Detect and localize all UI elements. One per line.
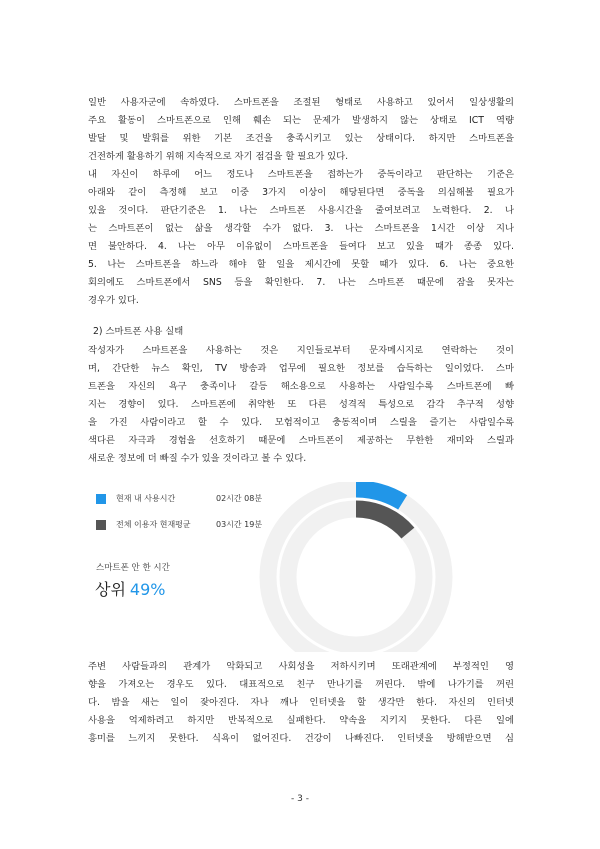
text-line: 내 자신이 하루에 어느 정도나 스마트폰을 접하는가 중독이라고 판단하는 기준은 bbox=[88, 169, 514, 180]
text-line: 아래와 같이 측정해 보고 이중 3가지 이상이 해당된다면 중독을 의심해볼 필요가 bbox=[88, 187, 514, 198]
paragraph-relationships bbox=[88, 658, 514, 748]
text-line: 흥미를 느끼지 못한다. 식욕이 없어진다. 건강이 나빠진다. 인터넷을 방해받으면 심 bbox=[88, 733, 514, 744]
ring-arc-my-usage bbox=[356, 489, 403, 502]
paragraph-intro bbox=[88, 94, 514, 166]
legend-item-my-usage bbox=[96, 493, 175, 504]
text-line: 회의에도 스마트폰에서 SNS 등을 확인한다. 7. 나는 스마트폰 때문에 잠을 못자는 bbox=[88, 277, 514, 288]
legend-value: 03시간 19분 bbox=[216, 520, 263, 529]
text-line: 트폰을 자신의 욕구 충족이나 갈등 해소용으로 사용하는 사람일수록 스마트폰에 빠 bbox=[88, 381, 514, 392]
text-line: 는 스마트폰이 없는 삶을 생각할 수가 없다. 3. 나는 스마트폰을 1시간 이상 지나 bbox=[88, 223, 514, 234]
legend-item-average bbox=[96, 519, 191, 530]
legend-label: 현재 내 사용시간 bbox=[116, 494, 176, 503]
text-line: 5. 나는 스마트폰을 하느라 해야 할 일을 제시간에 못할 때가 있다. 6. 나는 중요한 bbox=[88, 259, 514, 270]
text-line: 향을 가져오는 경우도 있다. 대표적으로 친구 만나기를 꺼린다. 밖에 나가기를 꺼린 bbox=[88, 679, 514, 690]
text-line: 다. 밤을 새는 일이 잦아진다. 자나 깨나 인터넷을 할 생각만 한다. 자신의 인터넷 bbox=[88, 697, 514, 708]
legend-label: 전체 이용자 현재평균 bbox=[116, 520, 191, 529]
text-line: 새로운 정보에 더 빠질 수가 있을 것이라고 볼 수 있다. bbox=[88, 453, 307, 464]
text-line: 주요 활동이 스마트폰으로 인해 훼손 되는 문제가 발생하지 않는 상태로 ICT 역량 bbox=[88, 115, 514, 126]
text-line: 사용을 억제하려고 하지만 반복적으로 실패한다. 약속을 지키지 못한다. 다른 일에 bbox=[88, 715, 514, 726]
text-line: 며, 간단한 뉴스 확인, TV 방송과 업무에 필요한 정보를 습득하는 일이었다. 스마 bbox=[88, 363, 514, 374]
rank-text bbox=[95, 577, 165, 600]
section-heading: 2) 스마트폰 사용 실태 bbox=[93, 326, 184, 337]
text-line: 경우가 있다. bbox=[88, 295, 139, 306]
ring-arc-average bbox=[356, 509, 408, 533]
text-line: 발달 및 발휘를 위한 기본 조건을 충족시키고 있는 상태이다. 하지만 스마트폰을 bbox=[88, 133, 514, 144]
text-line: 주변 사람들과의 관계가 악화되고 사회성을 저하시키며 또래관계에 부정적인 영 bbox=[88, 661, 514, 672]
text-line: 건전하게 활용하기 위해 지속적으로 자기 점검을 할 필요가 있다. bbox=[88, 151, 349, 162]
usage-ring-chart bbox=[216, 482, 476, 652]
legend-swatch-blue bbox=[96, 494, 106, 504]
no-phone-time-label: 스마트폰 안 한 시간 bbox=[96, 563, 170, 573]
text-line: 면 불안하다. 4. 나는 아무 이유없이 스마트폰을 들여다 보고 있을 때가 종종 있다. bbox=[88, 241, 514, 252]
page-number: - 3 - bbox=[291, 794, 309, 804]
legend-value: 02시간 08분 bbox=[216, 494, 263, 503]
text-line: 색다른 자극과 경험을 선호하기 때문에 스마트폰이 제공하는 무한한 재미와 스릴과 bbox=[88, 435, 514, 446]
text-line: 작성자가 스마트폰을 사용하는 것은 지인들로부터 문자메시지로 연락하는 것이 bbox=[88, 345, 514, 356]
legend-swatch-gray bbox=[96, 520, 106, 530]
rank-label: 상위 bbox=[95, 580, 126, 599]
paragraph-criteria bbox=[88, 166, 514, 310]
text-line: 있을 것이다. 판단기준은 1. 나는 스마트폰 사용시간을 줄여보려고 노력한다. 2. 나 bbox=[88, 205, 514, 216]
text-line: 을 가진 사람이라고 할 수 있다. 모험적이고 충동적이며 스릴을 즐기는 사람일수록 bbox=[88, 417, 514, 428]
usage-figure bbox=[88, 482, 518, 652]
text-line: 지는 경향이 있다. 스마트폰에 취약한 또 다른 성격적 특성으로 감각 추구적 성향 bbox=[88, 399, 514, 410]
text-line: 일반 사용자군에 속하였다. 스마트폰을 조절된 형태로 사용하고 있어서 일상생활의 bbox=[88, 97, 514, 108]
paragraph-usage bbox=[88, 342, 514, 468]
rank-percent: 49% bbox=[129, 580, 166, 599]
